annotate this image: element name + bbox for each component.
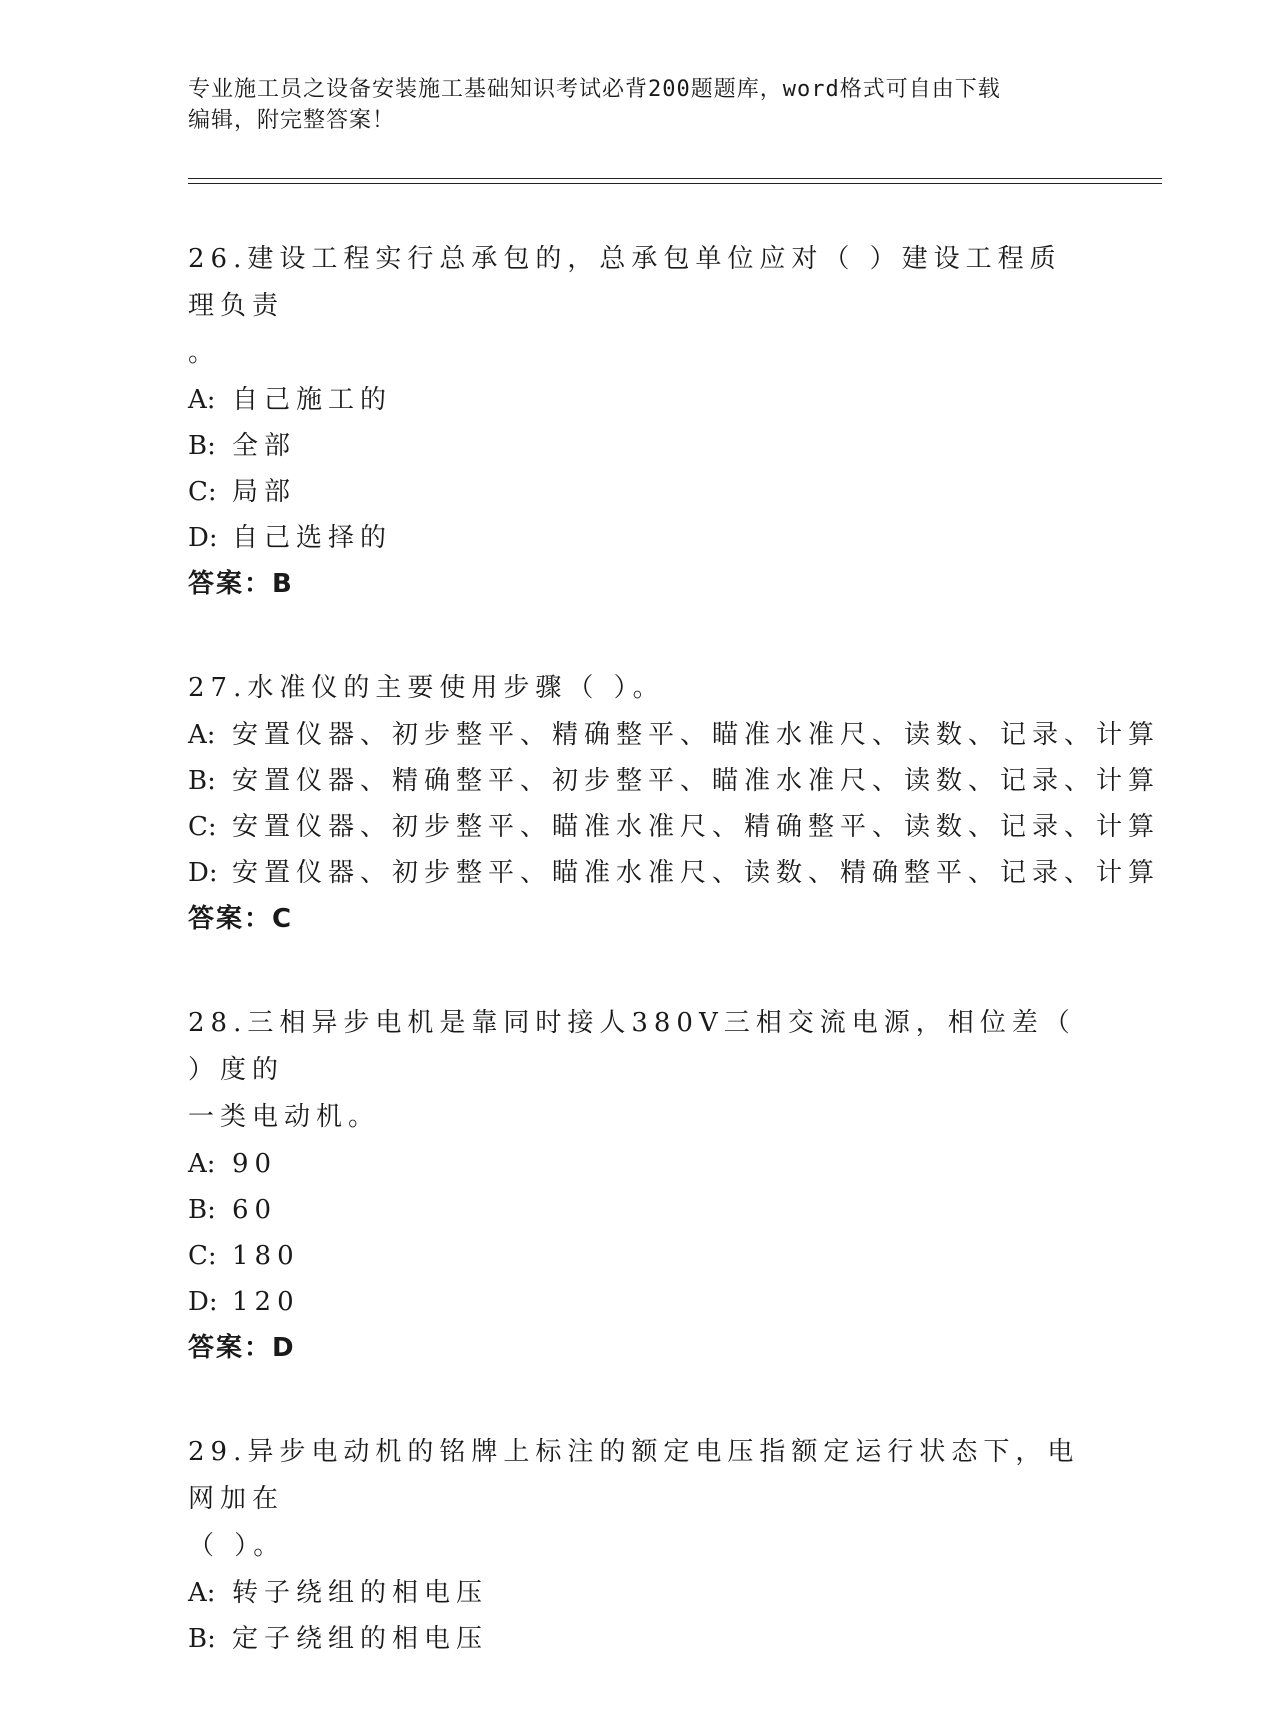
option-text: 自己施工的	[232, 385, 393, 415]
option-text: 全部	[232, 431, 297, 461]
question-27	[188, 665, 1161, 942]
option-c	[188, 469, 1088, 515]
option-letter: A:	[188, 385, 216, 415]
option-a	[188, 1570, 1088, 1616]
header-divider-bottom	[188, 183, 1162, 184]
option-letter: A:	[188, 1149, 216, 1179]
option-c	[188, 1233, 1088, 1279]
option-letter: B:	[188, 1195, 216, 1225]
option-letter: C:	[188, 812, 217, 842]
option-d	[188, 515, 1088, 561]
option-letter: D:	[188, 1287, 218, 1317]
option-text: 定子绕组的相电压	[232, 1624, 489, 1654]
answer-label: 答案：D	[188, 1333, 296, 1363]
option-letter: B:	[188, 1624, 216, 1654]
option-letter: A:	[188, 720, 216, 750]
question-stem-continuation: （ ）。	[188, 1531, 286, 1561]
option-text: 60	[232, 1195, 278, 1225]
option-text: 自己选择的	[232, 523, 393, 553]
answer-label: 答案：C	[188, 904, 294, 934]
question-28	[188, 1000, 1088, 1371]
option-text: 安置仪器、初步整平、瞄准水准尺、读数、精确整平、记录、计算	[232, 858, 1161, 888]
header-line-1: 专业施工员之设备安装施工基础知识考试必背200题题库，word格式可自由下载	[188, 77, 1001, 102]
option-text: 90	[232, 1149, 278, 1179]
option-text: 转子绕组的相电压	[232, 1578, 489, 1608]
option-letter: B:	[188, 766, 216, 796]
header-divider-top	[188, 178, 1162, 179]
document-header	[188, 74, 1068, 136]
option-text: 180	[232, 1241, 300, 1271]
option-letter: D:	[188, 858, 218, 888]
question-stem: 26.建设工程实行总承包的，总承包单位应对（ ）建设工程质理负责	[188, 244, 1062, 321]
option-c	[188, 804, 1161, 850]
option-a	[188, 1141, 1088, 1187]
question-stem-continuation: 一类电动机。	[188, 1102, 381, 1132]
option-d	[188, 850, 1161, 896]
option-b	[188, 1187, 1088, 1233]
option-d	[188, 1279, 1088, 1325]
option-text: 120	[232, 1287, 300, 1317]
header-line-2: 编辑，附完整答案！	[188, 108, 396, 133]
question-stem: 29.异步电动机的铭牌上标注的额定电压指额定运行状态下，电网加在	[188, 1437, 1080, 1514]
question-list	[188, 236, 1161, 1720]
option-letter: C:	[188, 477, 217, 507]
option-letter: C:	[188, 1241, 217, 1271]
option-letter: D:	[188, 523, 218, 553]
option-text: 局部	[232, 477, 297, 507]
option-b	[188, 423, 1088, 469]
option-b	[188, 1616, 1088, 1662]
option-text: 安置仪器、初步整平、精确整平、瞄准水准尺、读数、记录、计算	[232, 720, 1161, 750]
question-26	[188, 236, 1088, 607]
answer-label: 答案：B	[188, 569, 294, 599]
option-a	[188, 712, 1161, 758]
question-stem-continuation: 。	[188, 338, 221, 368]
option-text: 安置仪器、精确整平、初步整平、瞄准水准尺、读数、记录、计算	[232, 766, 1161, 796]
question-29	[188, 1429, 1088, 1662]
question-stem: 28.三相异步电机是靠同时接人380V三相交流电源，相位差（ ）度的	[188, 1008, 1076, 1085]
option-a	[188, 377, 1088, 423]
option-letter: A:	[188, 1578, 216, 1608]
option-b	[188, 758, 1161, 804]
option-letter: B:	[188, 431, 216, 461]
question-stem: 27.水准仪的主要使用步骤（ ）。	[188, 673, 665, 703]
option-text: 安置仪器、初步整平、瞄准水准尺、精确整平、读数、记录、计算	[232, 812, 1161, 842]
